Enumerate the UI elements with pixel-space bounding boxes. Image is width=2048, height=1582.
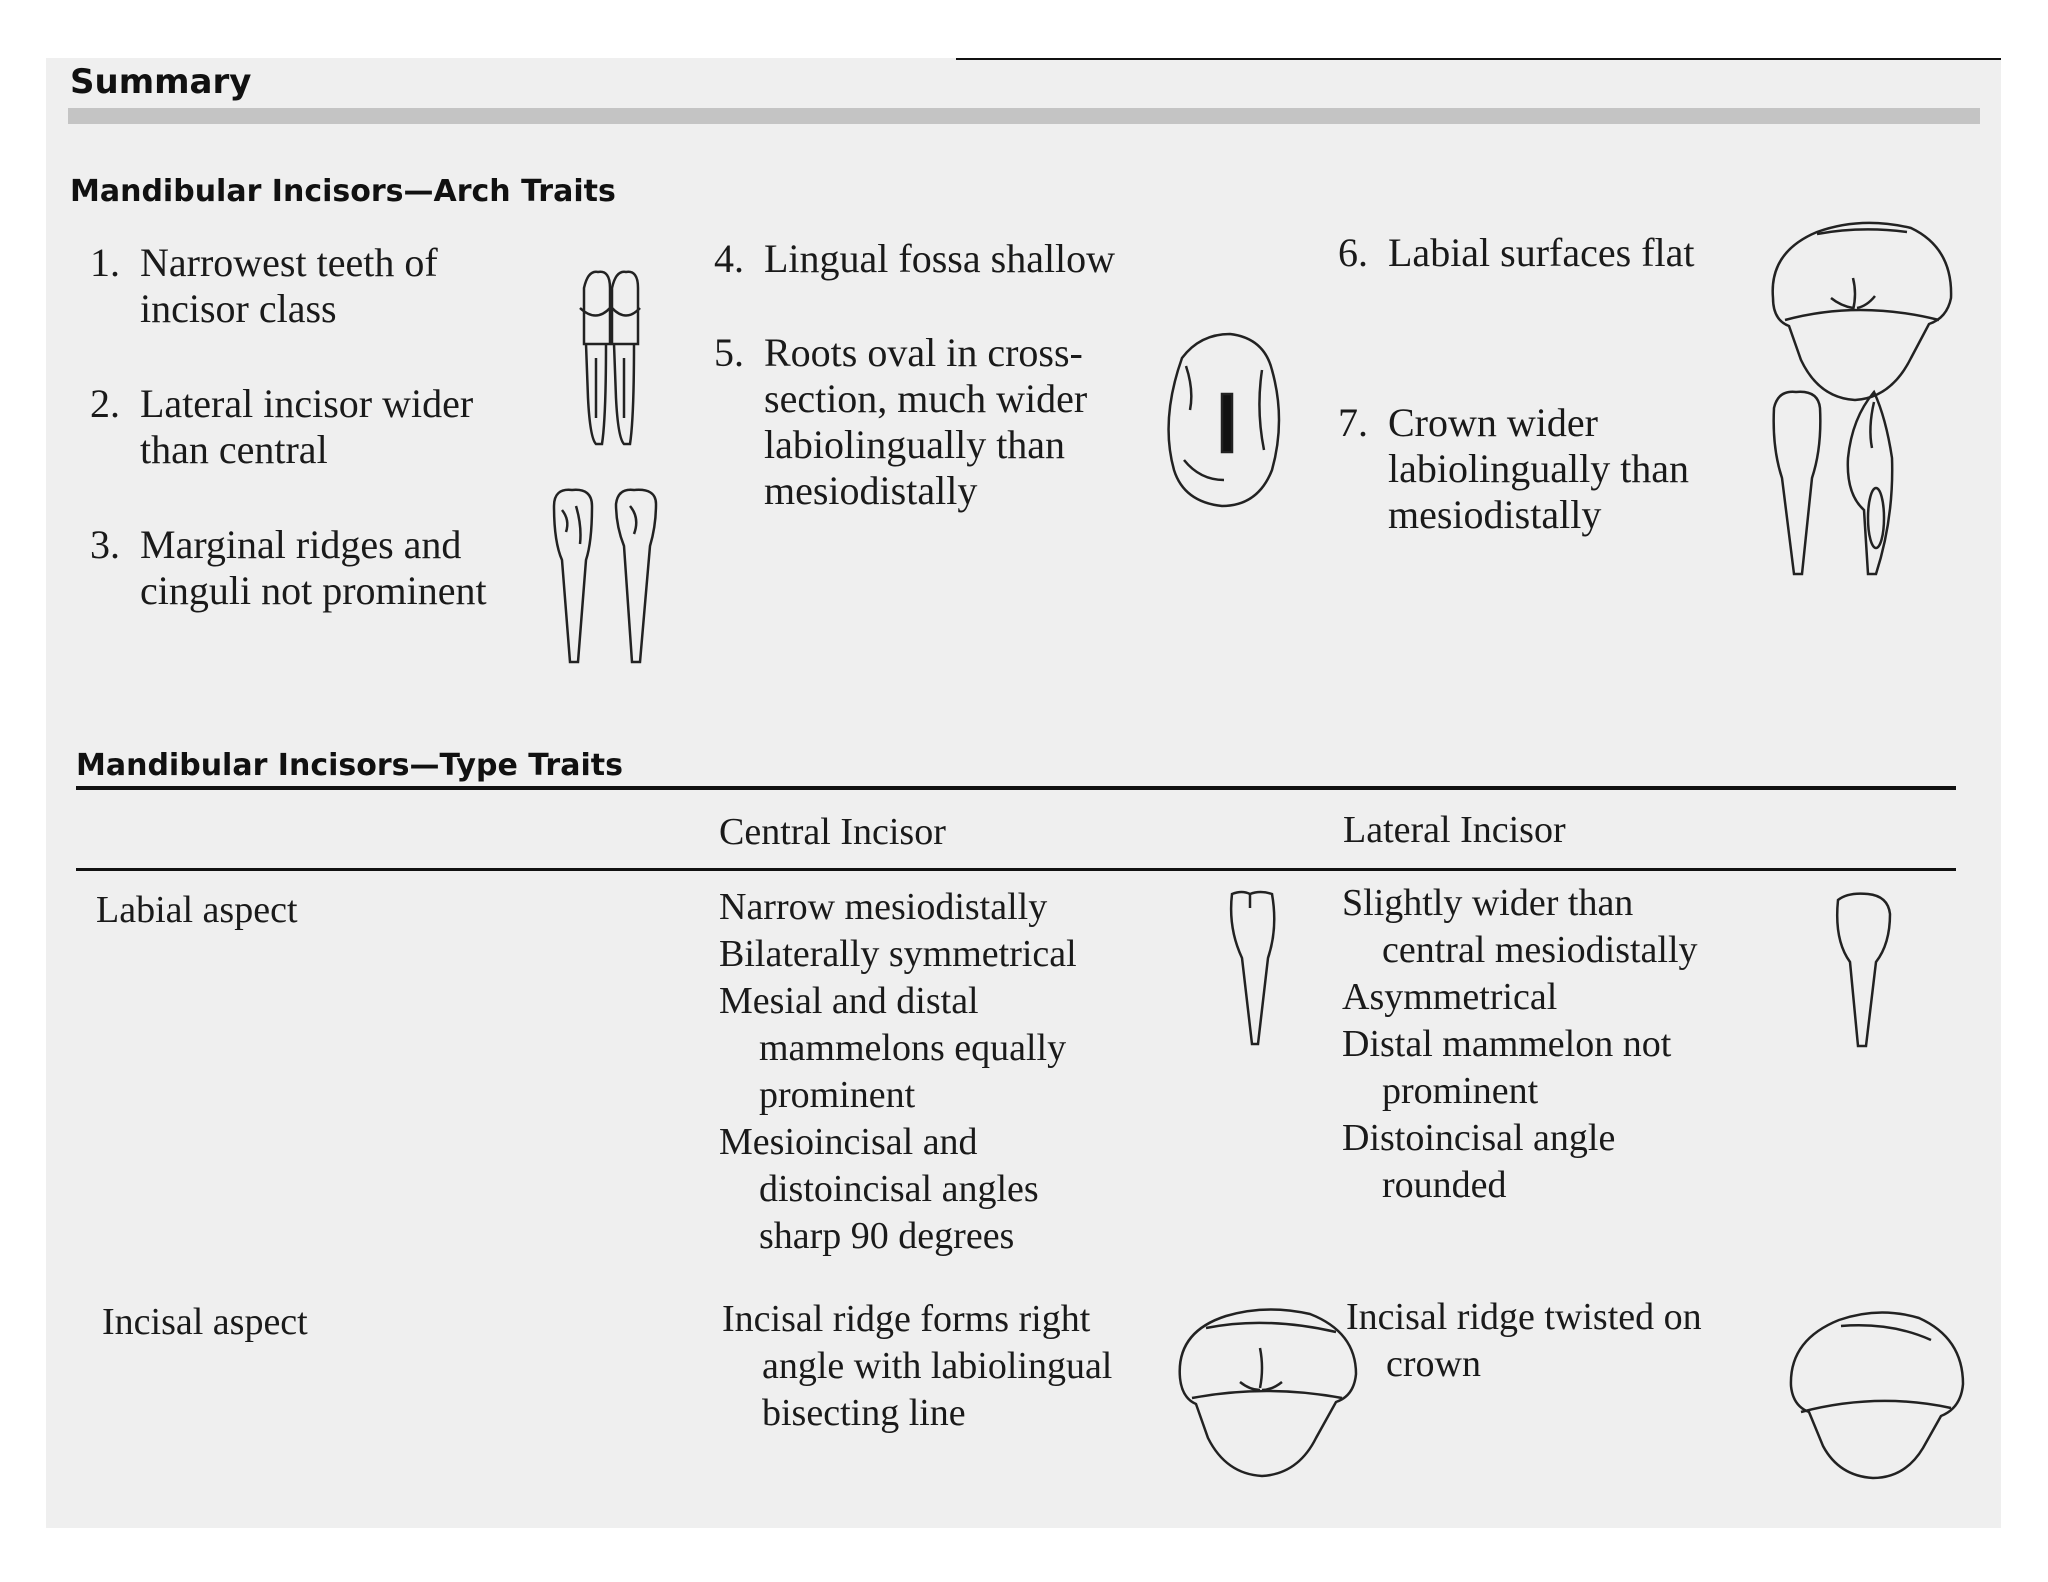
- crown-labiolingual-illustration: [1768, 388, 1908, 578]
- labial-central-traits: [719, 884, 1077, 1260]
- item-line: section, much wider: [764, 376, 1088, 421]
- trait-text-continued: prominent: [759, 1074, 916, 1116]
- root-cross-section-illustration: [1160, 330, 1290, 510]
- item-number: 6.: [1338, 230, 1368, 275]
- trait-entry: [1342, 1021, 1698, 1115]
- item-number: 3.: [90, 522, 120, 567]
- trait-entry: [722, 1296, 1112, 1437]
- top-rule: [956, 58, 2001, 60]
- paired-incisor-crowns-illustration: [576, 268, 646, 448]
- trait-text-continued: angle with labiolingual: [762, 1345, 1113, 1387]
- item-line: Lateral incisor wider: [140, 381, 474, 426]
- table-top-rule: [76, 786, 1956, 790]
- item-number: 7.: [1338, 400, 1368, 445]
- trait-text: Mesial and distal: [719, 980, 979, 1022]
- trait-text: Incisal ridge twisted on: [1346, 1296, 1702, 1338]
- incisal-lateral-traits: [1346, 1294, 1702, 1388]
- trait-text-continued: prominent: [1382, 1070, 1539, 1112]
- labial-lateral-traits: [1342, 880, 1698, 1209]
- trait-entry: Bilaterally symmetrical: [719, 933, 1077, 975]
- item-line: incisor class: [140, 286, 337, 331]
- item-number: 2.: [90, 381, 120, 426]
- trait-text-continued: bisecting line: [762, 1392, 966, 1434]
- item-line: mesiodistally: [764, 468, 978, 513]
- trait-text: Distal mammelon not: [1342, 1023, 1672, 1065]
- trait-text-continued: rounded: [1382, 1164, 1507, 1206]
- trait-text: Mesioincisal and: [719, 1121, 978, 1163]
- item-line: than central: [140, 427, 328, 472]
- trait-text: Slightly wider than: [1342, 882, 1634, 924]
- item-line: labiolingually than: [764, 422, 1066, 467]
- item-line: cinguli not prominent: [140, 568, 487, 613]
- item-line: Crown wider: [1388, 400, 1598, 445]
- trait-text-continued: mammelons equally: [759, 1027, 1067, 1069]
- item-number: 4.: [714, 236, 744, 281]
- arch-traits-heading: Mandibular Incisors—Arch Traits: [70, 174, 616, 209]
- trait-entry: [719, 1119, 1077, 1260]
- lateral-incisor-labial-illustration: [1828, 890, 1898, 1050]
- item-number: 5.: [714, 330, 744, 375]
- title-band: [68, 108, 1980, 124]
- item-number: 1.: [90, 240, 120, 285]
- item-line: Marginal ridges and: [140, 522, 462, 567]
- trait-text: Distoincisal angle: [1342, 1117, 1616, 1159]
- trait-text-continued: crown: [1386, 1343, 1481, 1385]
- incisal-central-traits: [722, 1296, 1112, 1437]
- trait-text: Incisal ridge forms right: [722, 1298, 1091, 1340]
- central-incisor-incisal-outline-illustration: [1166, 1298, 1366, 1478]
- table-header-rule: [76, 868, 1956, 871]
- column-header-lateral: Lateral Incisor: [1343, 809, 1566, 851]
- trait-entry: [1346, 1294, 1702, 1388]
- lateral-incisor-incisal-outline-illustration: [1781, 1300, 1971, 1480]
- trait-entry: [1342, 1115, 1698, 1209]
- trait-text-continued: distoincisal angles: [759, 1168, 1039, 1210]
- row-label-labial-aspect: Labial aspect: [96, 889, 298, 931]
- item-line: mesiodistally: [1388, 492, 1602, 537]
- textbook-page: [46, 58, 2001, 1528]
- item-line: labiolingually than: [1388, 446, 1690, 491]
- trait-entry: [1342, 880, 1698, 974]
- marginal-ridges-teeth-illustration: [546, 486, 676, 666]
- column-header-central: Central Incisor: [719, 811, 946, 853]
- trait-text-continued: sharp 90 degrees: [759, 1215, 1015, 1257]
- item-line: Lingual fossa shallow: [764, 236, 1116, 281]
- page-title: Summary: [70, 62, 252, 102]
- trait-entry: [719, 978, 1077, 1119]
- item-line: Narrowest teeth of: [140, 240, 438, 285]
- item-line: Roots oval in cross-: [764, 330, 1083, 375]
- central-incisor-labial-illustration: [1226, 888, 1286, 1048]
- trait-entry: Narrow mesiodistally: [719, 886, 1048, 928]
- trait-text-continued: central mesiodistally: [1382, 929, 1698, 971]
- trait-entry: Asymmetrical: [1342, 976, 1558, 1018]
- labial-surface-crown-outline-illustration: [1761, 208, 1961, 408]
- type-traits-heading: Mandibular Incisors—Type Traits: [76, 748, 623, 783]
- row-label-incisal-aspect: Incisal aspect: [102, 1301, 308, 1343]
- item-line: Labial surfaces flat: [1388, 230, 1695, 275]
